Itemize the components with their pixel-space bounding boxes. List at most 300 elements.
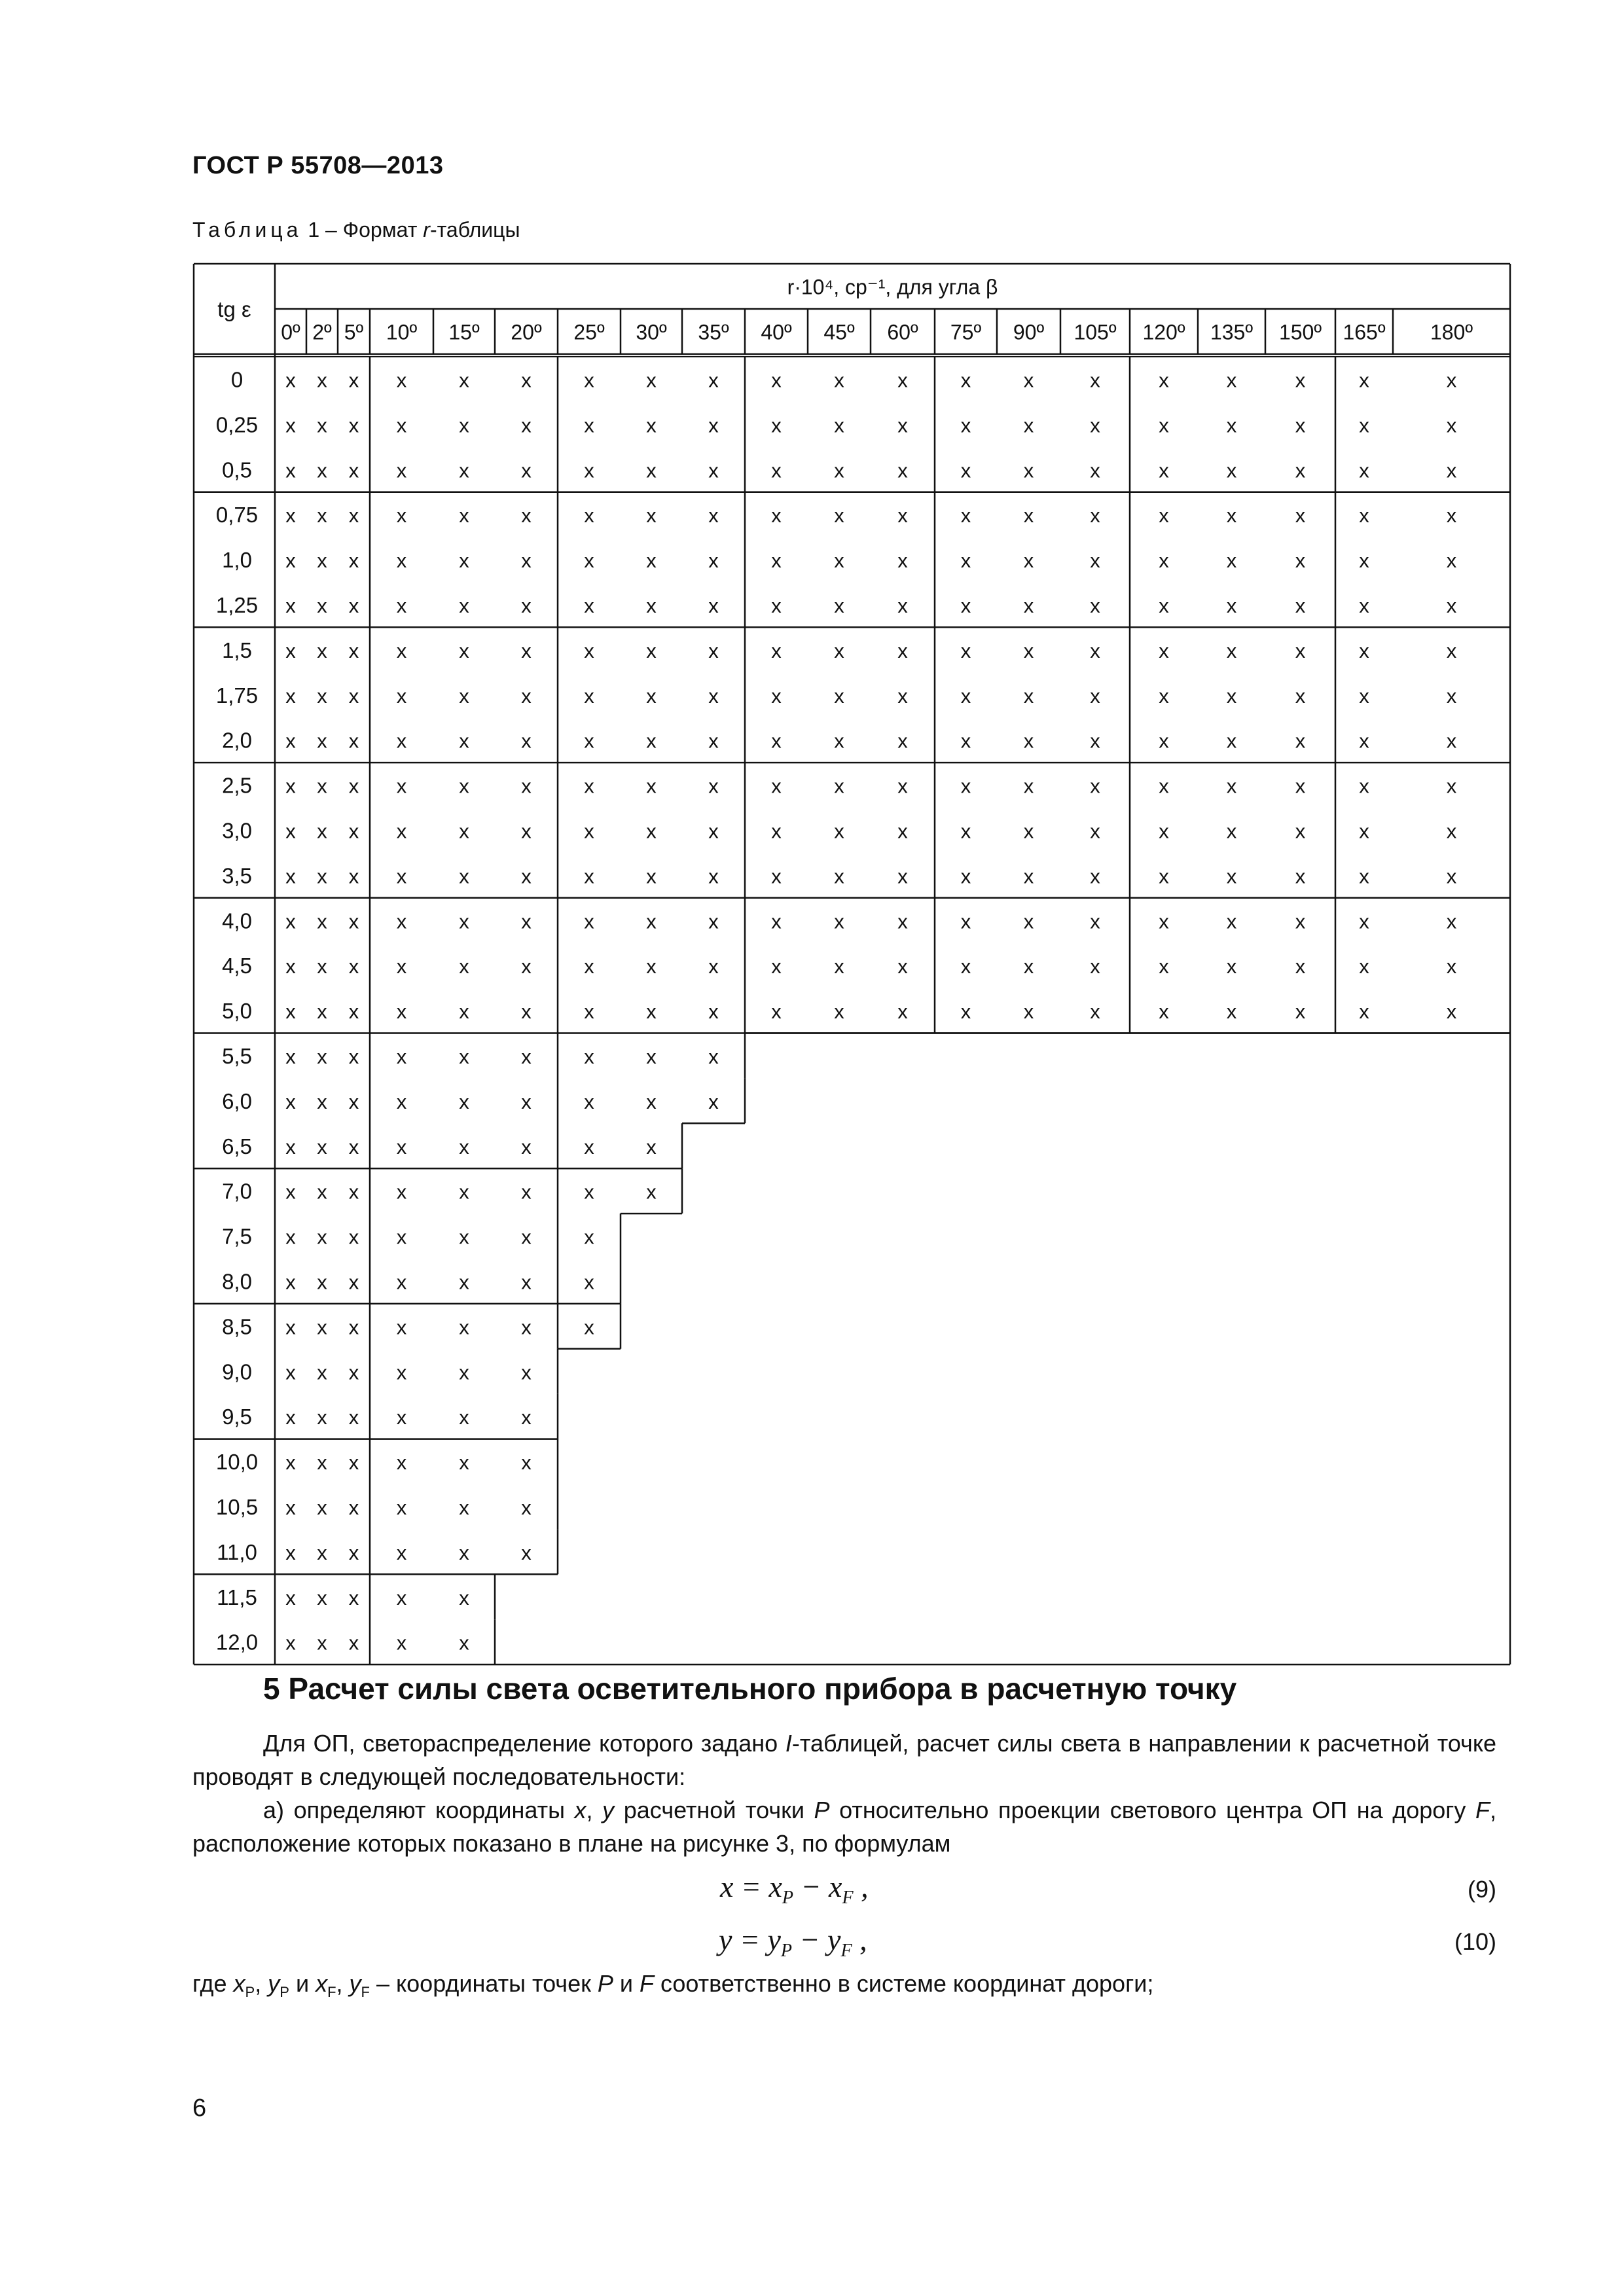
cell-mark: x (396, 1586, 407, 1609)
cell-mark: x (1226, 504, 1237, 528)
cell-mark: x (897, 865, 908, 888)
cell-mark: x (897, 549, 908, 573)
cell-mark: x (459, 368, 469, 392)
row-label-11: 3,5 (222, 863, 252, 888)
cell-mark: x (285, 1496, 296, 1519)
cell-mark: x (521, 504, 532, 528)
cell-mark: x (1090, 549, 1100, 573)
cell-mark: x (1023, 639, 1034, 662)
cell-mark: x (459, 1361, 469, 1384)
paragraph-where: где $x_P$, $y_P$ и $x_F$, $y_F$ – координаты точек P и F соответственно в системе координат дороги; (192, 1970, 1154, 2001)
cell-mark: x (285, 504, 296, 528)
cell-mark: x (348, 1180, 359, 1204)
cell-mark: x (708, 910, 719, 933)
cell-mark: x (646, 549, 657, 573)
cell-mark: x (771, 910, 782, 933)
cell-mark: x (317, 1586, 327, 1609)
cell-mark: x (396, 459, 407, 482)
cell-mark: x (584, 1270, 594, 1294)
cell-mark: x (348, 549, 359, 573)
cell-mark: x (396, 1361, 407, 1384)
cell-mark: x (1090, 955, 1100, 978)
cell-mark: x (646, 1045, 657, 1068)
cell-mark: x (459, 1180, 469, 1204)
cell-mark: x (348, 1270, 359, 1294)
row-label-26: 11,0 (217, 1539, 257, 1564)
cell-mark: x (834, 819, 844, 843)
cell-mark: x (834, 594, 844, 617)
cell-mark: x (317, 549, 327, 573)
cell-mark: x (396, 819, 407, 843)
cell-mark: x (285, 1586, 296, 1609)
cell-mark: x (1159, 729, 1169, 753)
cell-mark: x (960, 1000, 971, 1024)
cell-mark: x (1226, 594, 1237, 617)
cell-mark: x (348, 1225, 359, 1249)
cell-mark: x (396, 910, 407, 933)
cell-mark: x (1295, 819, 1306, 843)
cell-mark: x (396, 1631, 407, 1655)
table-caption-word: Таблица (192, 218, 302, 242)
cell-mark: x (1359, 639, 1369, 662)
cell-mark: x (646, 819, 657, 843)
row-label-19: 7,5 (222, 1224, 252, 1249)
row-label-3: 0,75 (215, 503, 259, 528)
document-code: ГОСТ Р 55708—2013 (192, 152, 444, 179)
column-header-15: 120º (1142, 320, 1185, 344)
column-group-label: r·10⁴, ср⁻¹, для угла β (787, 275, 998, 299)
column-header-9: 40º (761, 320, 792, 344)
cell-mark: x (1359, 1000, 1369, 1024)
cell-mark: x (1295, 729, 1306, 753)
row-label-14: 5,0 (222, 999, 252, 1024)
cell-mark: x (1446, 639, 1457, 662)
cell-mark: x (1023, 684, 1034, 708)
cell-mark: x (834, 865, 844, 888)
cell-mark: x (459, 774, 469, 798)
cell-mark: x (708, 414, 719, 437)
row-label-24: 10,0 (215, 1450, 259, 1475)
row-label-25: 10,5 (215, 1494, 259, 1519)
cell-mark: x (708, 368, 719, 392)
paragraph-step-a: а) определяют координаты x, y расчетной точки P относительно проекции светового центра ОП на дорогу F, расположение которых показано в плане на рисунке 3, по формулам (192, 1797, 1497, 1857)
cell-mark: x (317, 1541, 327, 1564)
cell-mark: x (1446, 459, 1457, 482)
cell-mark: x (317, 865, 327, 888)
cell-mark: x (396, 729, 407, 753)
cell-mark: x (1226, 459, 1237, 482)
cell-mark: x (897, 774, 908, 798)
cell-mark: x (1159, 684, 1169, 708)
cell-mark: x (897, 684, 908, 708)
row-label-2: 0,5 (222, 457, 252, 482)
cell-mark: x (521, 1406, 532, 1429)
column-header-7: 30º (636, 320, 667, 344)
cell-mark: x (521, 1541, 532, 1564)
cell-mark: x (1159, 1000, 1169, 1024)
cell-mark: x (317, 1225, 327, 1249)
table-caption-rest: -таблицы (429, 218, 520, 242)
cell-mark: x (1023, 955, 1034, 978)
cell-mark: x (1023, 729, 1034, 753)
cell-mark: x (584, 774, 594, 798)
table-caption-number: 1 – Формат (308, 218, 418, 242)
cell-mark: x (317, 1135, 327, 1158)
cell-mark: x (646, 414, 657, 437)
cell-mark: x (348, 504, 359, 528)
cell-mark: x (646, 910, 657, 933)
column-header-8: 35º (698, 320, 729, 344)
cell-mark: x (348, 1631, 359, 1655)
cell-mark: x (960, 774, 971, 798)
cell-mark: x (459, 1406, 469, 1429)
cell-mark: x (459, 684, 469, 708)
cell-mark: x (521, 549, 532, 573)
cell-mark: x (348, 594, 359, 617)
cell-mark: x (834, 910, 844, 933)
cell-mark: x (708, 774, 719, 798)
cell-mark: x (459, 1270, 469, 1294)
cell-mark: x (285, 1451, 296, 1475)
column-header-5: 20º (511, 320, 542, 344)
cell-mark: x (771, 368, 782, 392)
cell-mark: x (771, 729, 782, 753)
cell-mark: x (834, 955, 844, 978)
row-label-20: 8,0 (222, 1269, 252, 1294)
cell-mark: x (317, 819, 327, 843)
cell-mark: x (317, 1406, 327, 1429)
cell-mark: x (708, 594, 719, 617)
column-header-11: 60º (887, 320, 918, 344)
cell-mark: x (897, 459, 908, 482)
cell-mark: x (317, 594, 327, 617)
cell-mark: x (521, 1361, 532, 1384)
cell-mark: x (459, 504, 469, 528)
cell-mark: x (834, 1000, 844, 1024)
cell-mark: x (1090, 1000, 1100, 1024)
cell-mark: x (396, 1541, 407, 1564)
cell-mark: x (521, 594, 532, 617)
cell-mark: x (897, 1000, 908, 1024)
cell-mark: x (1023, 368, 1034, 392)
cell-mark: x (1226, 414, 1237, 437)
row-label-18: 7,0 (222, 1179, 252, 1204)
column-header-14: 105º (1074, 320, 1117, 344)
cell-mark: x (960, 639, 971, 662)
column-header-3: 10º (386, 320, 418, 344)
cell-mark: x (459, 414, 469, 437)
cell-mark: x (646, 459, 657, 482)
cell-mark: x (1226, 910, 1237, 933)
cell-mark: x (348, 1316, 359, 1339)
cell-mark: x (348, 910, 359, 933)
cell-mark: x (521, 414, 532, 437)
formula-x: $x = x_P - x_F$ , (720, 1870, 869, 1909)
cell-mark: x (1446, 549, 1457, 573)
cell-mark: x (459, 910, 469, 933)
cell-mark: x (317, 368, 327, 392)
cell-mark: x (646, 504, 657, 528)
cell-mark: x (708, 1090, 719, 1113)
cell-mark: x (771, 819, 782, 843)
cell-mark: x (1446, 684, 1457, 708)
cell-mark: x (708, 504, 719, 528)
cell-mark: x (708, 639, 719, 662)
cell-mark: x (459, 1000, 469, 1024)
row-label-12: 4,0 (222, 908, 252, 933)
cell-mark: x (1446, 1000, 1457, 1024)
cell-mark: x (396, 368, 407, 392)
cell-mark: x (396, 1451, 407, 1475)
cell-mark: x (1023, 549, 1034, 573)
cell-mark: x (834, 639, 844, 662)
cell-mark: x (584, 1135, 594, 1158)
cell-mark: x (771, 594, 782, 617)
cell-mark: x (584, 594, 594, 617)
cell-mark: x (348, 1135, 359, 1158)
cell-mark: x (1295, 414, 1306, 437)
cell-mark: x (1359, 910, 1369, 933)
cell-mark: x (834, 414, 844, 437)
cell-mark: x (1295, 684, 1306, 708)
cell-mark: x (1023, 459, 1034, 482)
cell-mark: x (459, 459, 469, 482)
cell-mark: x (317, 1270, 327, 1294)
cell-mark: x (834, 459, 844, 482)
cell-mark: x (1226, 729, 1237, 753)
cell-mark: x (584, 1316, 594, 1339)
cell-mark: x (285, 639, 296, 662)
cell-mark: x (459, 1045, 469, 1068)
cell-mark: x (1159, 955, 1169, 978)
cell-mark: x (396, 1270, 407, 1294)
cell-mark: x (348, 1496, 359, 1519)
cell-mark: x (646, 1000, 657, 1024)
cell-mark: x (285, 865, 296, 888)
cell-mark: x (521, 368, 532, 392)
cell-mark: x (285, 368, 296, 392)
cell-mark: x (348, 459, 359, 482)
cell-mark: x (317, 504, 327, 528)
cell-mark: x (1023, 910, 1034, 933)
cell-mark: x (285, 1270, 296, 1294)
cell-mark: x (521, 1180, 532, 1204)
cell-mark: x (708, 865, 719, 888)
cell-mark: x (317, 729, 327, 753)
cell-mark: x (834, 729, 844, 753)
row-label-28: 12,0 (215, 1630, 259, 1655)
cell-mark: x (771, 684, 782, 708)
cell-mark: x (708, 729, 719, 753)
row-label-0: 0 (230, 367, 244, 392)
column-header-1: 2º (312, 320, 332, 344)
cell-mark: x (1159, 910, 1169, 933)
cell-mark: x (708, 549, 719, 573)
cell-mark: x (584, 1000, 594, 1024)
cell-mark: x (1023, 414, 1034, 437)
cell-mark: x (771, 414, 782, 437)
cell-mark: x (771, 639, 782, 662)
cell-mark: x (396, 1045, 407, 1068)
cell-mark: x (285, 414, 296, 437)
column-header-12: 75º (950, 320, 982, 344)
cell-mark: x (521, 1000, 532, 1024)
cell-mark: x (771, 1000, 782, 1024)
cell-mark: x (348, 368, 359, 392)
table-caption-var: r (423, 218, 430, 242)
equation-number-9: (9) (1468, 1876, 1496, 1903)
cell-mark: x (285, 1361, 296, 1384)
cell-mark: x (708, 459, 719, 482)
cell-mark: x (348, 955, 359, 978)
cell-mark: x (897, 729, 908, 753)
cell-mark: x (317, 1180, 327, 1204)
cell-mark: x (317, 639, 327, 662)
row-label-17: 6,5 (222, 1134, 252, 1158)
cell-mark: x (1446, 774, 1457, 798)
cell-mark: x (1446, 504, 1457, 528)
cell-mark: x (1090, 639, 1100, 662)
cell-mark: x (348, 1090, 359, 1113)
cell-mark: x (1295, 865, 1306, 888)
cell-mark: x (708, 819, 719, 843)
cell-mark: x (521, 1451, 532, 1475)
cell-mark: x (348, 684, 359, 708)
cell-mark: x (646, 684, 657, 708)
cell-mark: x (459, 729, 469, 753)
cell-mark: x (285, 1406, 296, 1429)
cell-mark: x (1023, 504, 1034, 528)
row-label-6: 1,5 (222, 637, 252, 662)
cell-mark: x (1023, 594, 1034, 617)
row-label-10: 3,0 (222, 818, 252, 843)
cell-mark: x (897, 955, 908, 978)
cell-mark: x (285, 729, 296, 753)
cell-mark: x (285, 1090, 296, 1113)
row-label-8: 2,0 (222, 728, 252, 753)
section-heading: 5 Расчет силы света осветительного прибора в расчетную точку (263, 1672, 1237, 1706)
cell-mark: x (348, 1000, 359, 1024)
cell-mark: x (960, 865, 971, 888)
cell-mark: x (1295, 774, 1306, 798)
column-header-17: 150º (1278, 320, 1322, 344)
cell-mark: x (396, 1180, 407, 1204)
cell-mark: x (459, 1451, 469, 1475)
cell-mark: x (708, 684, 719, 708)
cell-mark: x (396, 1090, 407, 1113)
cell-mark: x (1359, 549, 1369, 573)
row-label-15: 5,5 (222, 1043, 252, 1068)
cell-mark: x (317, 774, 327, 798)
cell-mark: x (396, 1135, 407, 1158)
cell-mark: x (521, 459, 532, 482)
cell-mark: x (1090, 774, 1100, 798)
row-label-21: 8,5 (222, 1314, 252, 1339)
cell-mark: x (584, 1045, 594, 1068)
cell-mark: x (584, 819, 594, 843)
cell-mark: x (285, 1000, 296, 1024)
cell-mark: x (285, 955, 296, 978)
cell-mark: x (771, 504, 782, 528)
cell-mark: x (646, 1135, 657, 1158)
cell-mark: x (1295, 910, 1306, 933)
cell-mark: x (521, 819, 532, 843)
column-header-13: 90º (1013, 320, 1045, 344)
cell-mark: x (521, 729, 532, 753)
cell-mark: x (584, 368, 594, 392)
cell-mark: x (396, 955, 407, 978)
cell-mark: x (396, 549, 407, 573)
cell-mark: x (459, 1316, 469, 1339)
cell-mark: x (285, 549, 296, 573)
cell-mark: x (285, 1180, 296, 1204)
cell-mark: x (584, 414, 594, 437)
column-header-2: 5º (344, 320, 364, 344)
cell-mark: x (1226, 774, 1237, 798)
cell-mark: x (584, 459, 594, 482)
cell-mark: x (1446, 729, 1457, 753)
cell-mark: x (1226, 549, 1237, 573)
cell-mark: x (1226, 684, 1237, 708)
row-label-23: 9,5 (222, 1405, 252, 1429)
row-label-1: 0,25 (215, 412, 259, 437)
cell-mark: x (1359, 684, 1369, 708)
cell-mark: x (317, 1451, 327, 1475)
cell-mark: x (459, 1225, 469, 1249)
column-header-10: 45º (823, 320, 855, 344)
cell-mark: x (771, 774, 782, 798)
cell-mark: x (960, 684, 971, 708)
cell-mark: x (348, 1541, 359, 1564)
cell-mark: x (646, 368, 657, 392)
cell-mark: x (1446, 368, 1457, 392)
cell-mark: x (348, 774, 359, 798)
cell-mark: x (1226, 819, 1237, 843)
cell-mark: x (1359, 594, 1369, 617)
cell-mark: x (1359, 955, 1369, 978)
row-label-4: 1,0 (222, 548, 252, 573)
cell-mark: x (396, 639, 407, 662)
cell-mark: x (348, 1406, 359, 1429)
cell-mark: x (584, 1225, 594, 1249)
cell-mark: x (960, 955, 971, 978)
cell-mark: x (396, 774, 407, 798)
cell-mark: x (1023, 819, 1034, 843)
cell-mark: x (1446, 955, 1457, 978)
cell-mark: x (1295, 368, 1306, 392)
cell-mark: x (317, 684, 327, 708)
cell-mark: x (834, 684, 844, 708)
cell-mark: x (521, 910, 532, 933)
row-label-5: 1,25 (215, 592, 259, 617)
cell-mark: x (1359, 819, 1369, 843)
cell-mark: x (285, 594, 296, 617)
cell-mark: x (960, 504, 971, 528)
cell-mark: x (897, 368, 908, 392)
cell-mark: x (521, 1316, 532, 1339)
cell-mark: x (1295, 1000, 1306, 1024)
cell-mark: x (348, 1361, 359, 1384)
cell-mark: x (1359, 729, 1369, 753)
cell-mark: x (584, 1180, 594, 1204)
cell-mark: x (960, 594, 971, 617)
cell-mark: x (960, 459, 971, 482)
cell-mark: x (1226, 1000, 1237, 1024)
cell-mark: x (285, 1541, 296, 1564)
cell-mark: x (960, 910, 971, 933)
cell-mark: x (646, 729, 657, 753)
cell-mark: x (317, 459, 327, 482)
